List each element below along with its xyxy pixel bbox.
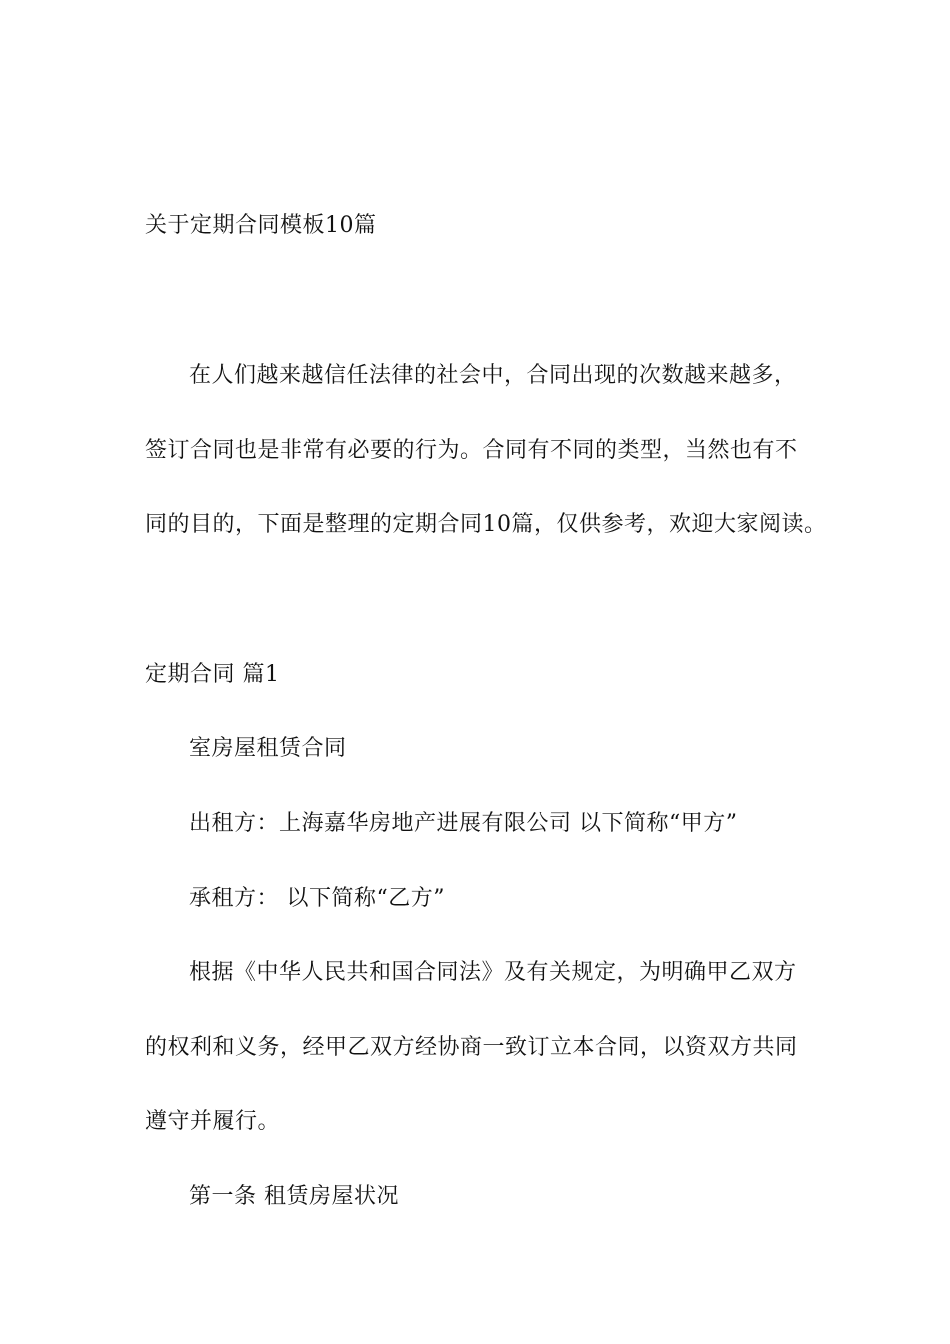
intro-line-1: 在人们越来越信任法律的社会中，合同出现的次数越来越多， (189, 363, 797, 388)
contract-title: 室房屋租赁合同 (189, 736, 347, 761)
lessor-line: 出租方：上海嘉华房地产进展有限公司 以下简称“甲方” (189, 811, 738, 836)
basis-line-1: 根据《中华人民共和国合同法》及有关规定，为明确甲乙双方 (189, 960, 797, 985)
lessee-line: 承租方： 以下简称“乙方” (189, 886, 445, 911)
intro-line-2: 签订合同也是非常有必要的行为。合同有不同的类型，当然也有不 (145, 438, 798, 463)
intro-line-3: 同的目的，下面是整理的定期合同10篇，仅供参考，欢迎大家阅读。 (145, 512, 827, 537)
basis-line-3: 遵守并履行。 (145, 1109, 281, 1134)
basis-line-2: 的权利和义务，经甲乙双方经协商一致订立本合同，以资双方共同 (145, 1035, 798, 1060)
section-heading: 定期合同 篇1 (145, 662, 280, 687)
article-1-heading: 第一条 租赁房屋状况 (189, 1184, 399, 1209)
document-title: 关于定期合同模板10篇 (145, 213, 377, 238)
